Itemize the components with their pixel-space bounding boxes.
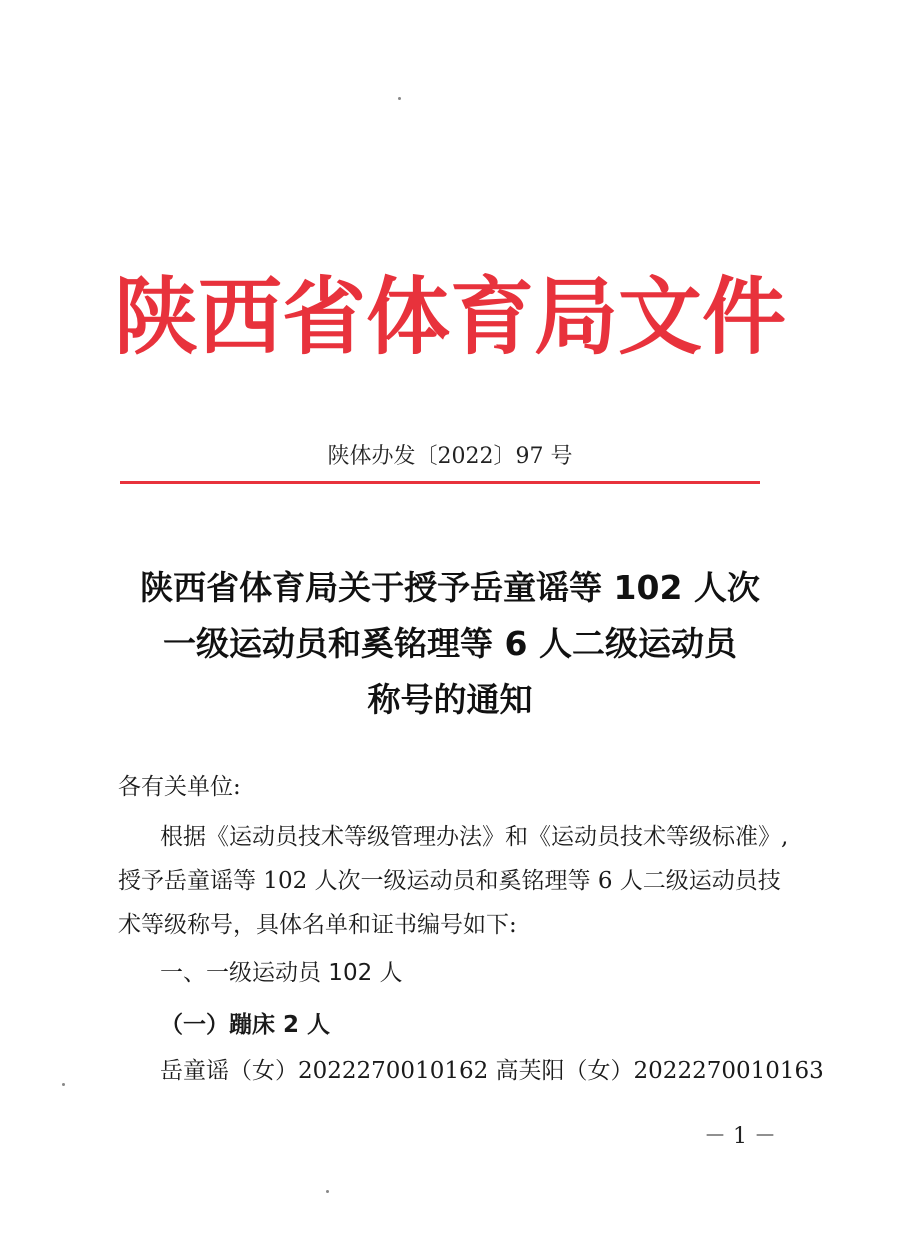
scan-speck	[398, 97, 401, 100]
athlete-names-line: 岳童谣（女）2022270010162 高芙阳（女）2022270010163	[160, 1058, 824, 1084]
red-divider-line	[120, 481, 760, 484]
paragraph-line-3: 术等级称号，具体名单和证书编号如下:	[118, 912, 517, 938]
title-line-3: 称号的通知	[367, 680, 533, 719]
section-heading: 一、一级运动员 102 人	[160, 960, 403, 986]
masthead-title: 陕西省体育局文件	[113, 268, 786, 366]
paragraph-line-1: 根据《运动员技术等级管理办法》和《运动员技术等级标准》,	[160, 824, 789, 850]
document-number: 陕体办发〔2022〕97 号	[327, 444, 573, 469]
title-line-2: 一级运动员和奚铭理等 6 人二级运动员	[163, 624, 737, 663]
salutation: 各有关单位:	[118, 774, 241, 800]
paragraph-line-2: 授予岳童谣等 102 人次一级运动员和奚铭理等 6 人二级运动员技	[118, 868, 781, 894]
title-line-1: 陕西省体育局关于授予岳童谣等 102 人次	[140, 568, 760, 607]
document-title	[0, 560, 900, 728]
page-number: － 1 －	[704, 1124, 776, 1149]
scan-speck	[62, 1083, 65, 1086]
subsection-heading: （一）蹦床 2 人	[160, 1012, 331, 1038]
scan-speck	[326, 1190, 329, 1193]
